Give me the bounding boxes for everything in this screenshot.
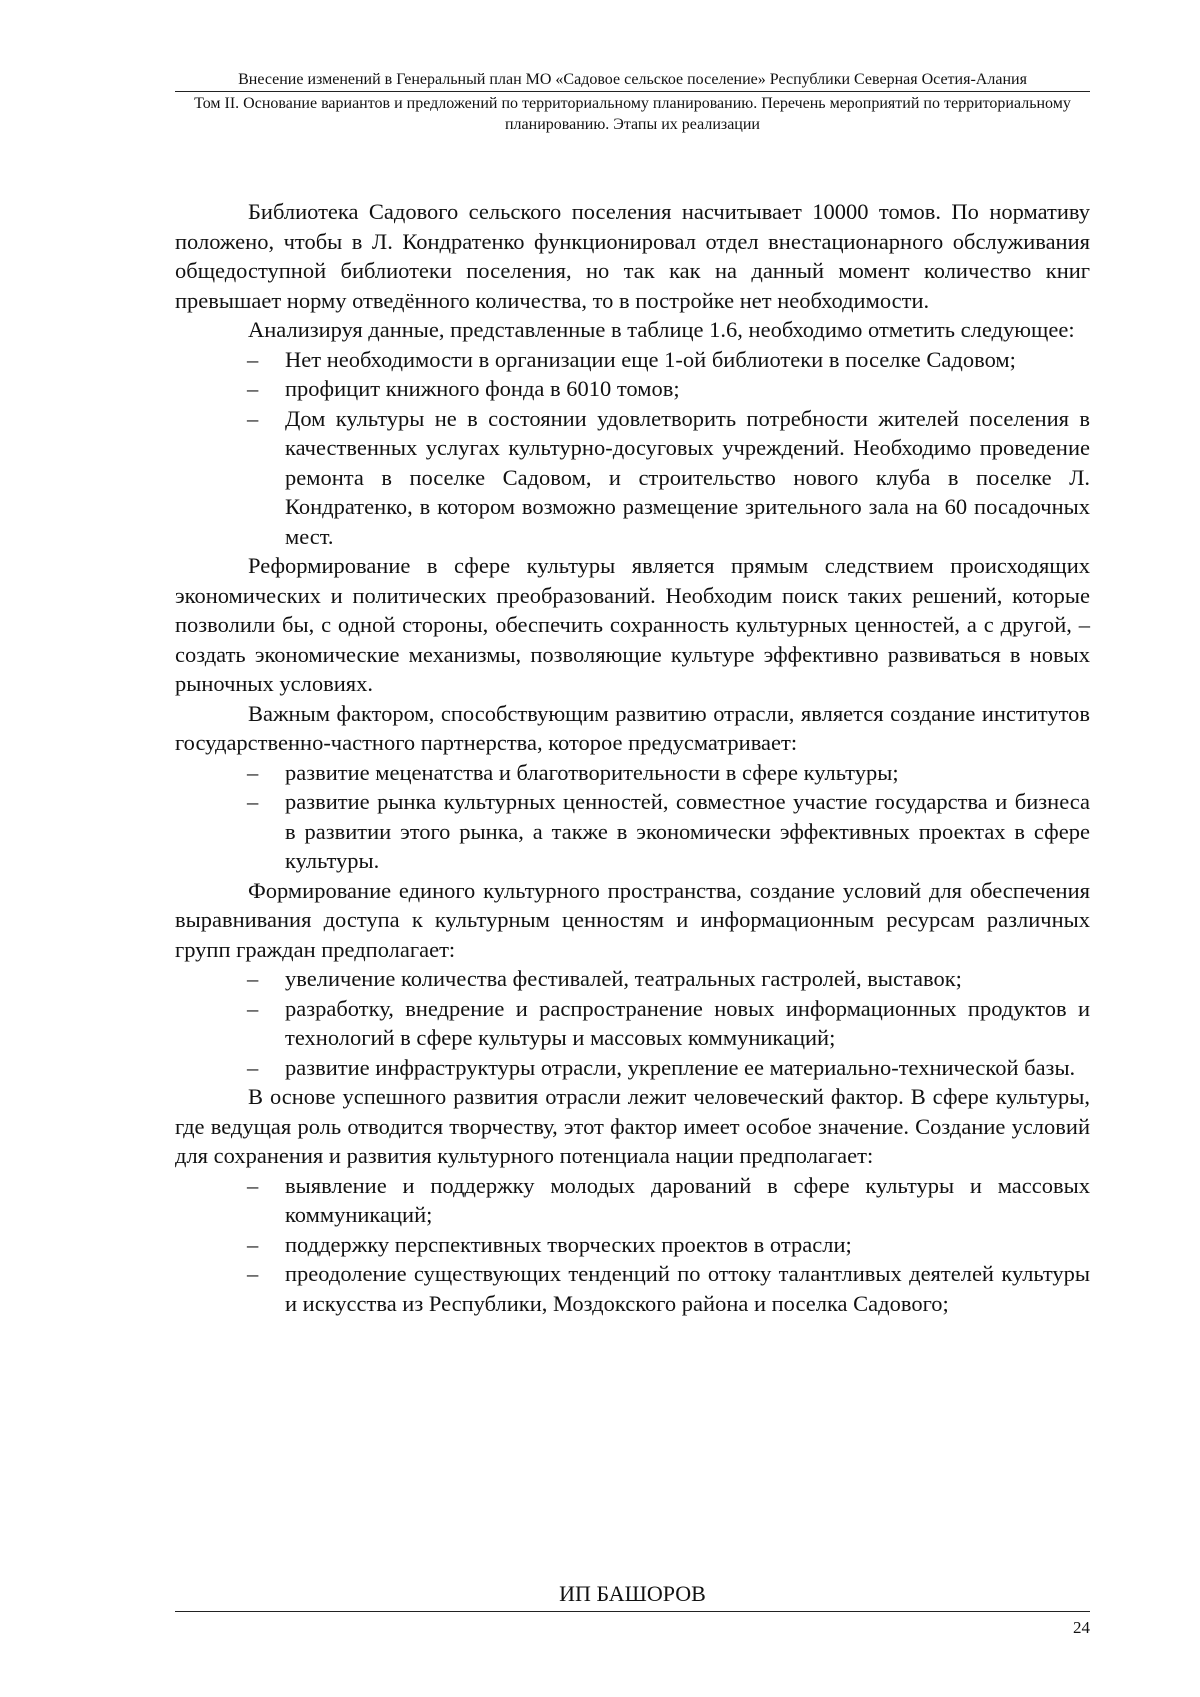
list-item-text: поддержку перспективных творческих проектов в отрасли;	[285, 1231, 852, 1257]
dash-bullet: –	[247, 789, 259, 814]
dash-bullet: –	[247, 966, 259, 991]
list-item	[175, 1053, 1090, 1083]
list-item	[175, 404, 1090, 552]
list-item-text: преодоление существующих тенденций по оттоку талантливых деятелей культуры и искусства из Республики, Моздокского района и поселка Садового;	[285, 1261, 1090, 1316]
list-item	[175, 787, 1090, 876]
list-item-text: выявление и поддержку молодых дарований в сфере культуры и массовых коммуникаций;	[285, 1172, 1090, 1227]
bullet-list	[175, 1171, 1090, 1319]
list-item-text: Дом культуры не в состоянии удовлетворить потребности жителей поселения в качественных услугах культурно-досуговых учреждений. Необходимо проведение ремонта в поселке Садовом, и строительство нового клуба в поселке Л. Кондратенко, в котором возможно размещение зрительного зала на 60 посадочных мест.	[285, 405, 1090, 549]
dash-bullet: –	[247, 759, 259, 785]
paragraph: Библиотека Садового сельского поселения насчитывает 10000 томов. По нормативу положено, чтобы в Л. Кондратенко функционировал отдел внестационарного обслуживания общедоступной библиотеки поселения, но так как на данный момент количество книг превышает норму отведённого количества, то в постройке нет необходимости.	[175, 199, 1090, 313]
footer-company: ИП БАШОРОВ	[559, 1581, 706, 1606]
list-item	[175, 1259, 1090, 1318]
footer-divider	[175, 1611, 1090, 1612]
bullet-list	[175, 758, 1090, 876]
list-item-text: развитие рынка культурных ценностей, совместное участие государства и бизнеса в развитии этого рынка, а также в экономически эффективных проектах в сфере культуры.	[285, 789, 1090, 873]
list-item	[175, 758, 1090, 788]
paragraph: Анализируя данные, представленные в таблице 1.6, необходимо отметить следующее:	[248, 317, 1075, 342]
dash-bullet: –	[247, 405, 259, 431]
dash-bullet: –	[247, 1172, 259, 1198]
bullet-list	[175, 964, 1090, 1082]
list-item	[175, 1230, 1090, 1260]
dash-bullet: –	[247, 1231, 259, 1257]
list-item-text: развитие меценатства и благотворительности в сфере культуры;	[285, 759, 899, 785]
list-item	[175, 345, 1090, 375]
list-item-text: развитие инфраструктуры отрасли, укрепление ее материально-технической базы.	[285, 1054, 1076, 1080]
paragraph: Реформирование в сфере культуры является прямым следствием происходящих экономических и политических преобразований. Необходим поиск таких решений, которые позволили бы, с одной стороны, обеспечить сохранность культурных ценностей, а с другой, – создать экономические механизмы, позволяющие культуре эффективно развиваться в новых рыночных условиях.	[175, 553, 1090, 696]
list-item-text: Нет необходимости в организации еще 1-ой библиотеки в поселке Садовом;	[285, 346, 1016, 372]
document-section: Том II. Основание вариантов и предложений по территориальному планированию. Перечень мероприятий по территориальному планированию. Этапы их реализации	[194, 95, 1071, 133]
paragraph: Формирование единого культурного пространства, создание условий для обеспечения выравнивания доступа к культурным ценностям и информационным ресурсам различных групп граждан предполагает:	[175, 877, 1090, 962]
dash-bullet: –	[247, 1054, 259, 1080]
list-item-text: разработку, внедрение и распространение новых информационных продуктов и технологий в сфере культуры и массовых коммуникаций;	[285, 995, 1090, 1050]
list-item	[175, 964, 1090, 994]
bullet-list	[175, 345, 1090, 552]
paragraph: В основе успешного развития отрасли лежит человеческий фактор. В сфере культуры, где ведущая роль отводится творчеству, этот фактор имеет особое значение. Создание условий для сохранения и развития культурного потенциала нации предполагает:	[175, 1084, 1090, 1168]
paragraph: Важным фактором, способствующим развитию отрасли, является создание институтов государственно-частного партнерства, которое предусматривает:	[175, 700, 1090, 755]
document-title: Внесение изменений в Генеральный план МО «Садовое сельское поселение» Республики Северная Осетия-Алания	[238, 71, 1027, 88]
document-body	[175, 197, 1090, 1318]
dash-bullet: –	[247, 995, 259, 1021]
list-item-text: профицит книжного фонда в 6010 томов;	[285, 376, 680, 401]
list-item-text: увеличение количества фестивалей, театральных гастролей, выставок;	[285, 966, 962, 991]
page-header	[175, 70, 1090, 135]
dash-bullet: –	[247, 376, 259, 401]
page-number: 24	[1073, 1618, 1090, 1637]
dash-bullet: –	[247, 346, 259, 372]
list-item	[175, 374, 1090, 404]
dash-bullet: –	[247, 1261, 259, 1286]
list-item	[175, 994, 1090, 1053]
list-item	[175, 1171, 1090, 1230]
